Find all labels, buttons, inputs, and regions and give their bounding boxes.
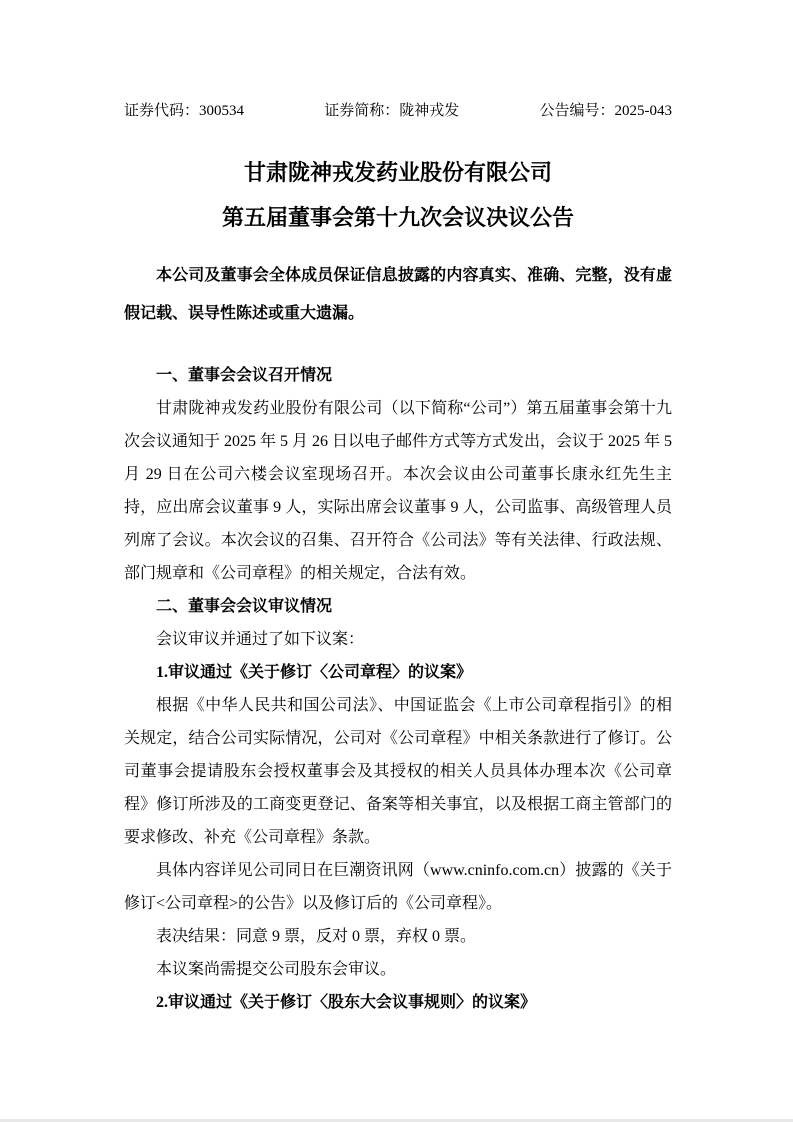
proposal-2-heading: 2.审议通过《关于修订〈股东大会议事规则〉的议案》 — [156, 994, 537, 1011]
document-header-row — [124, 100, 672, 122]
proposal-1-vote-result: 表决结果：同意 9 票，反对 0 票，弃权 0 票。 — [156, 928, 477, 945]
proposal-1-paragraph-2: 具体内容详见公司同日在巨潮资讯网（www.cninfo.com.cn）披露的《关于修订<公司章程>的公告》以及修订后的《公司章程》。 — [124, 862, 672, 912]
section-convening-paragraph: 甘肃陇神戎发药业股份有限公司（以下简称“公司”）第五届董事会第十九次会议通知于 2025 年 5 月 26 日以电子邮件方式等方式发出，会议于 2025 年 5 月 29 日在公司六楼会议室现场召开。本次会议由公司董事长康永红先生主持，应出席会议董事 9 人，实际出席会议董事 9 人，公司监事、高级管理人员列席了会议。本次会议的召集、召开符合《公司法》等有关法律、行政法规、部门规章和《公司章程》的相关规定，合法有效。 — [124, 400, 673, 582]
section-convening-heading: 一、董事会会议召开情况 — [156, 367, 333, 384]
proposal-1-note: 本议案尚需提交公司股东会审议。 — [156, 961, 397, 978]
stock-short-name-text: 证券简称：陇神戎发 — [324, 103, 460, 119]
disclaimer-paragraph: 本公司及董事会全体成员保证信息披露的内容真实、准确、完整，没有虚假记载、误导性陈述或重大遗漏。 — [124, 267, 672, 322]
proposal-1-heading: 1.审议通过《关于修订〈公司章程〉的议案》 — [156, 664, 473, 681]
proposal-1-paragraph-1: 根据《中华人民共和国公司法》、中国证监会《上市公司章程指引》的相关规定，结合公司实际情况，公司对《公司章程》中相关条款进行了修订。公司董事会提请股东会授权董事会及其授权的相关人员具体办理本次《公司章程》修订所涉及的工商变更登记、备案等相关事宜，以及根据工商主管部门的要求修改、补充《公司章程》条款。 — [124, 697, 672, 846]
stock-code-text: 证券代码：300534 — [124, 103, 245, 119]
announcement-number-text: 公告编号：2025-043 — [539, 103, 672, 119]
section-review-heading: 二、董事会会议审议情况 — [156, 598, 333, 615]
company-name-title: 甘肃陇神戎发药业股份有限公司 — [243, 160, 552, 185]
announcement-title: 第五届董事会第十九次会议决议公告 — [221, 205, 574, 230]
section-review-intro: 会议审议并通过了如下议案： — [156, 631, 365, 648]
